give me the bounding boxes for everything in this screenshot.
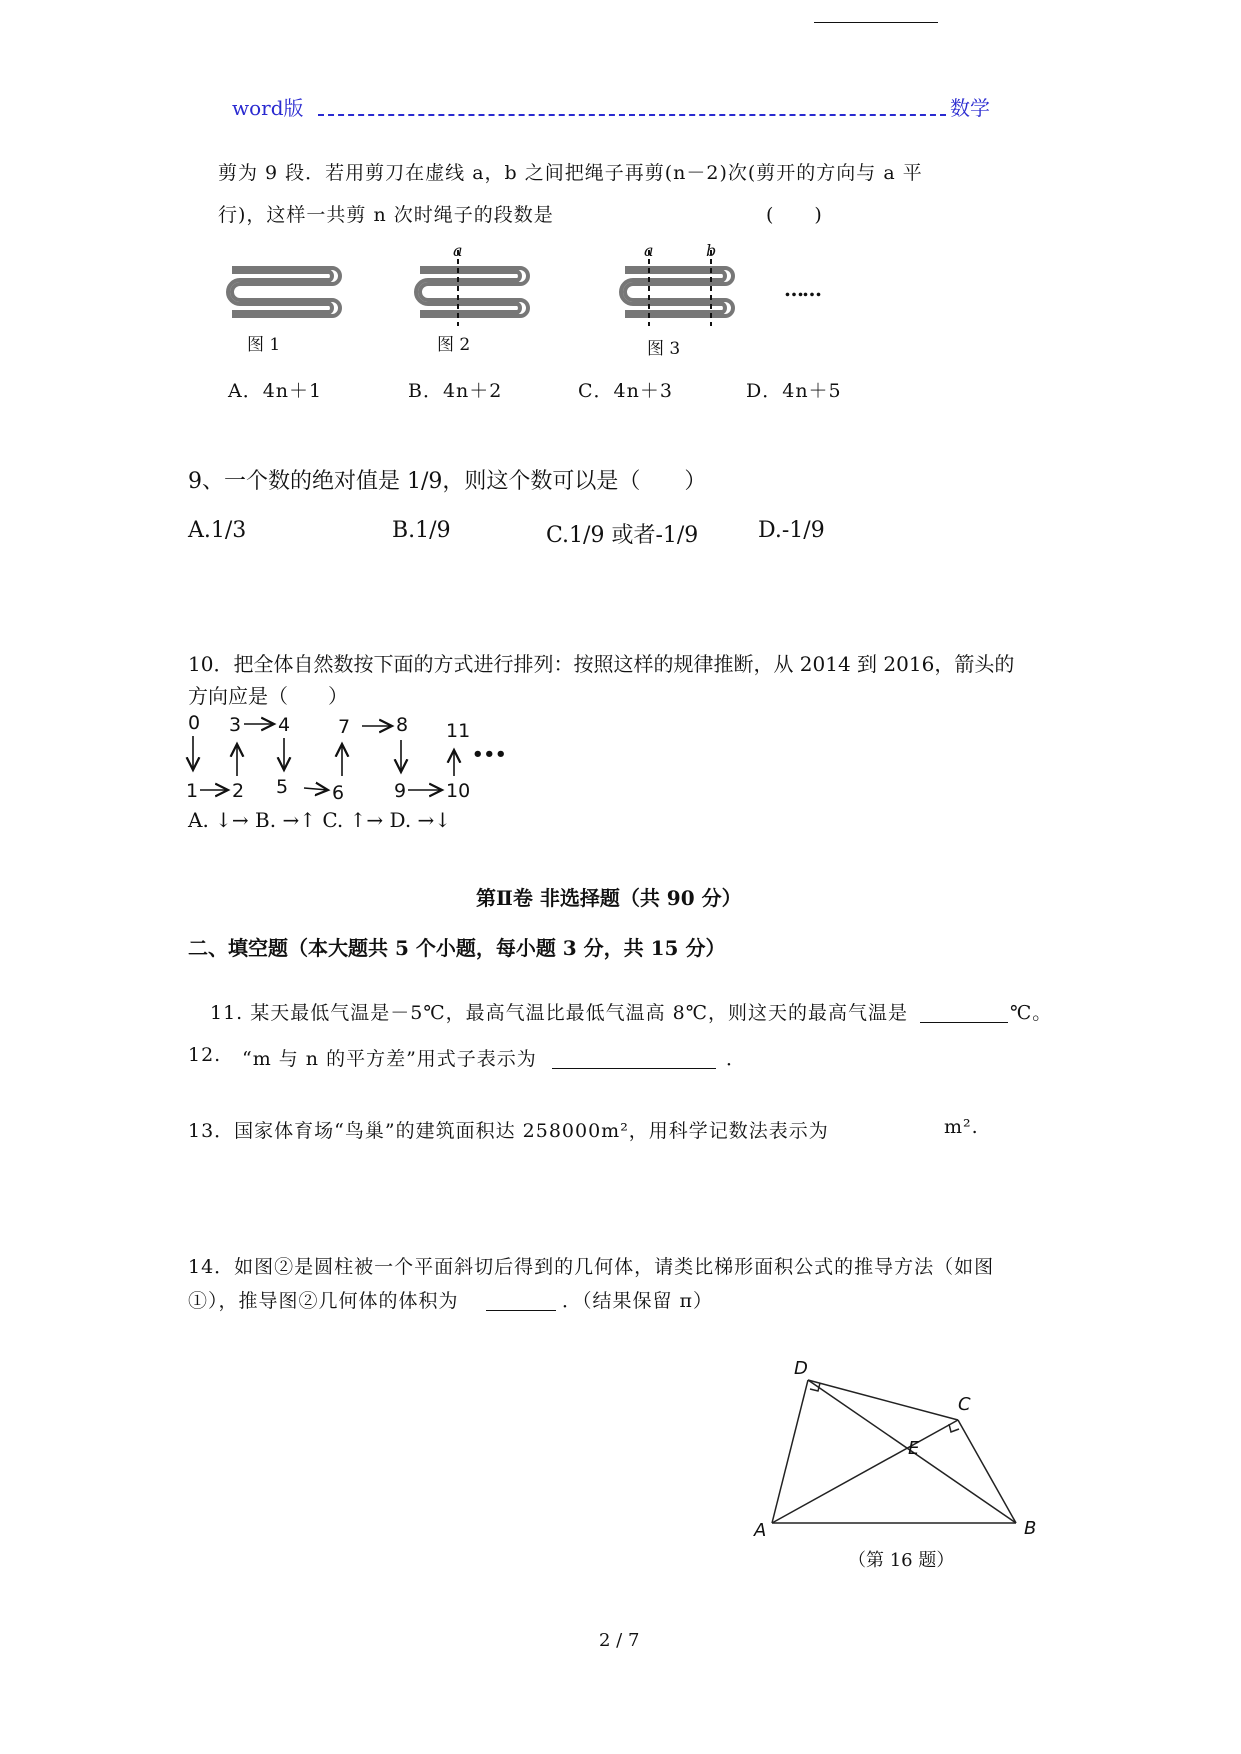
header-dashed-line <box>318 114 946 116</box>
arr-num-9: 9 <box>394 780 407 802</box>
q8-option-a: A．4n＋1 <box>228 380 323 402</box>
q8-option-d: D．4n＋5 <box>746 380 842 402</box>
cut-label-a-fig3: a <box>644 241 654 260</box>
q9-stem: 9、一个数的绝对值是 1/9，则这个数可以是（ ） <box>188 469 707 494</box>
q12-number: 12. <box>188 1044 222 1066</box>
q8-option-c: C．4n＋3 <box>578 380 673 402</box>
figure-ellipsis: …… <box>784 277 820 301</box>
point-d: D <box>794 1358 808 1379</box>
header-right: 数学 <box>950 96 990 120</box>
header-left: word版 <box>232 96 304 120</box>
fig2-label: 图 2 <box>437 335 471 355</box>
q13-answer-blank[interactable] <box>814 0 938 23</box>
arr-dots: ••• <box>472 744 507 765</box>
geometry-figure-16 <box>760 1360 1040 1540</box>
q11-text: 11. 某天最低气温是－5℃，最高气温比最低气温高 8℃，则这天的最高气温是 <box>210 1002 908 1024</box>
fig1-label: 图 1 <box>247 335 281 355</box>
q10-options: A. ↓→ B. →↑ C. ↑→ D. →↓ <box>188 808 452 832</box>
q9-option-c: C.1/9 或者-1/9 <box>546 523 699 548</box>
q9-option-a: A.1/3 <box>188 518 247 543</box>
arr-num-11: 11 <box>446 720 471 742</box>
q10-line1: 10．把全体自然数按下面的方式进行排列：按照这样的规律推断，从 2014 到 2016，箭头的 <box>188 652 1015 676</box>
q12-end: ． <box>726 1048 747 1070</box>
q14-answer-blank[interactable] <box>486 1288 556 1311</box>
q14-line2a: ①），推导图②几何体的体积为 <box>188 1290 459 1312</box>
q8-line1: 剪为 9 段．若用剪刀在虚线 a，b 之间把绳子再剪(n－2)次(剪开的方向与 a 平 <box>218 162 923 184</box>
q11-unit: ℃。 <box>1010 1002 1053 1024</box>
arr-num-2: 2 <box>232 780 245 802</box>
cut-label-a-fig2: a <box>453 241 463 260</box>
rope-figure-1 <box>222 258 352 320</box>
q9-option-b: B.1/9 <box>392 518 451 543</box>
q10-line2: 方向应是（ ） <box>188 684 348 708</box>
q12-answer-blank[interactable] <box>552 1046 716 1069</box>
arr-num-10: 10 <box>446 780 471 802</box>
q12-text: “m 与 n 的平方差”用式子表示为 <box>242 1048 537 1070</box>
arr-num-8: 8 <box>396 714 409 736</box>
q9-option-d: D.-1/9 <box>758 518 825 543</box>
fill-blank-title: 二、填空题（本大题共 5 个小题，每小题 3 分，共 15 分） <box>188 936 726 960</box>
arr-num-1: 1 <box>186 780 199 802</box>
point-e: E <box>908 1438 920 1459</box>
fig3-label: 图 3 <box>647 339 681 359</box>
arr-num-0: 0 <box>188 712 201 734</box>
point-c: C <box>958 1394 971 1415</box>
figure16-caption: （第 16 题） <box>848 1550 955 1571</box>
page-number: 2 / 7 <box>599 1630 640 1651</box>
point-a: A <box>754 1520 767 1541</box>
q13-unit: m². <box>944 1116 979 1138</box>
q8-line2: 行)，这样一共剪 n 次时绳子的段数是 <box>218 204 554 226</box>
q14-line2b: ．（结果保留 π） <box>562 1290 714 1312</box>
q14-line1: 14．如图②是圆柱被一个平面斜切后得到的几何体，请类比梯形面积公式的推导方法（如图 <box>188 1256 995 1278</box>
arr-num-6: 6 <box>332 782 345 804</box>
rope-figure-2 <box>410 258 540 320</box>
arr-num-3: 3 <box>229 714 242 736</box>
arr-num-4: 4 <box>278 714 291 736</box>
q11-answer-blank[interactable] <box>920 1000 1008 1023</box>
arr-num-5: 5 <box>276 776 289 798</box>
section2-title: 第Ⅱ卷 非选择题（共 90 分） <box>476 886 742 910</box>
rope-figure-3 <box>615 258 745 320</box>
number-arrows <box>180 700 480 810</box>
cut-label-b-fig3: b <box>706 241 717 260</box>
q13-text: 13．国家体育场“鸟巢”的建筑面积达 258000m²，用科学记数法表示为 <box>188 1120 829 1142</box>
arr-num-7: 7 <box>338 716 351 738</box>
q8-answer-paren: ( ) <box>766 204 823 226</box>
q8-option-b: B．4n＋2 <box>408 380 503 402</box>
point-b: B <box>1024 1518 1037 1539</box>
